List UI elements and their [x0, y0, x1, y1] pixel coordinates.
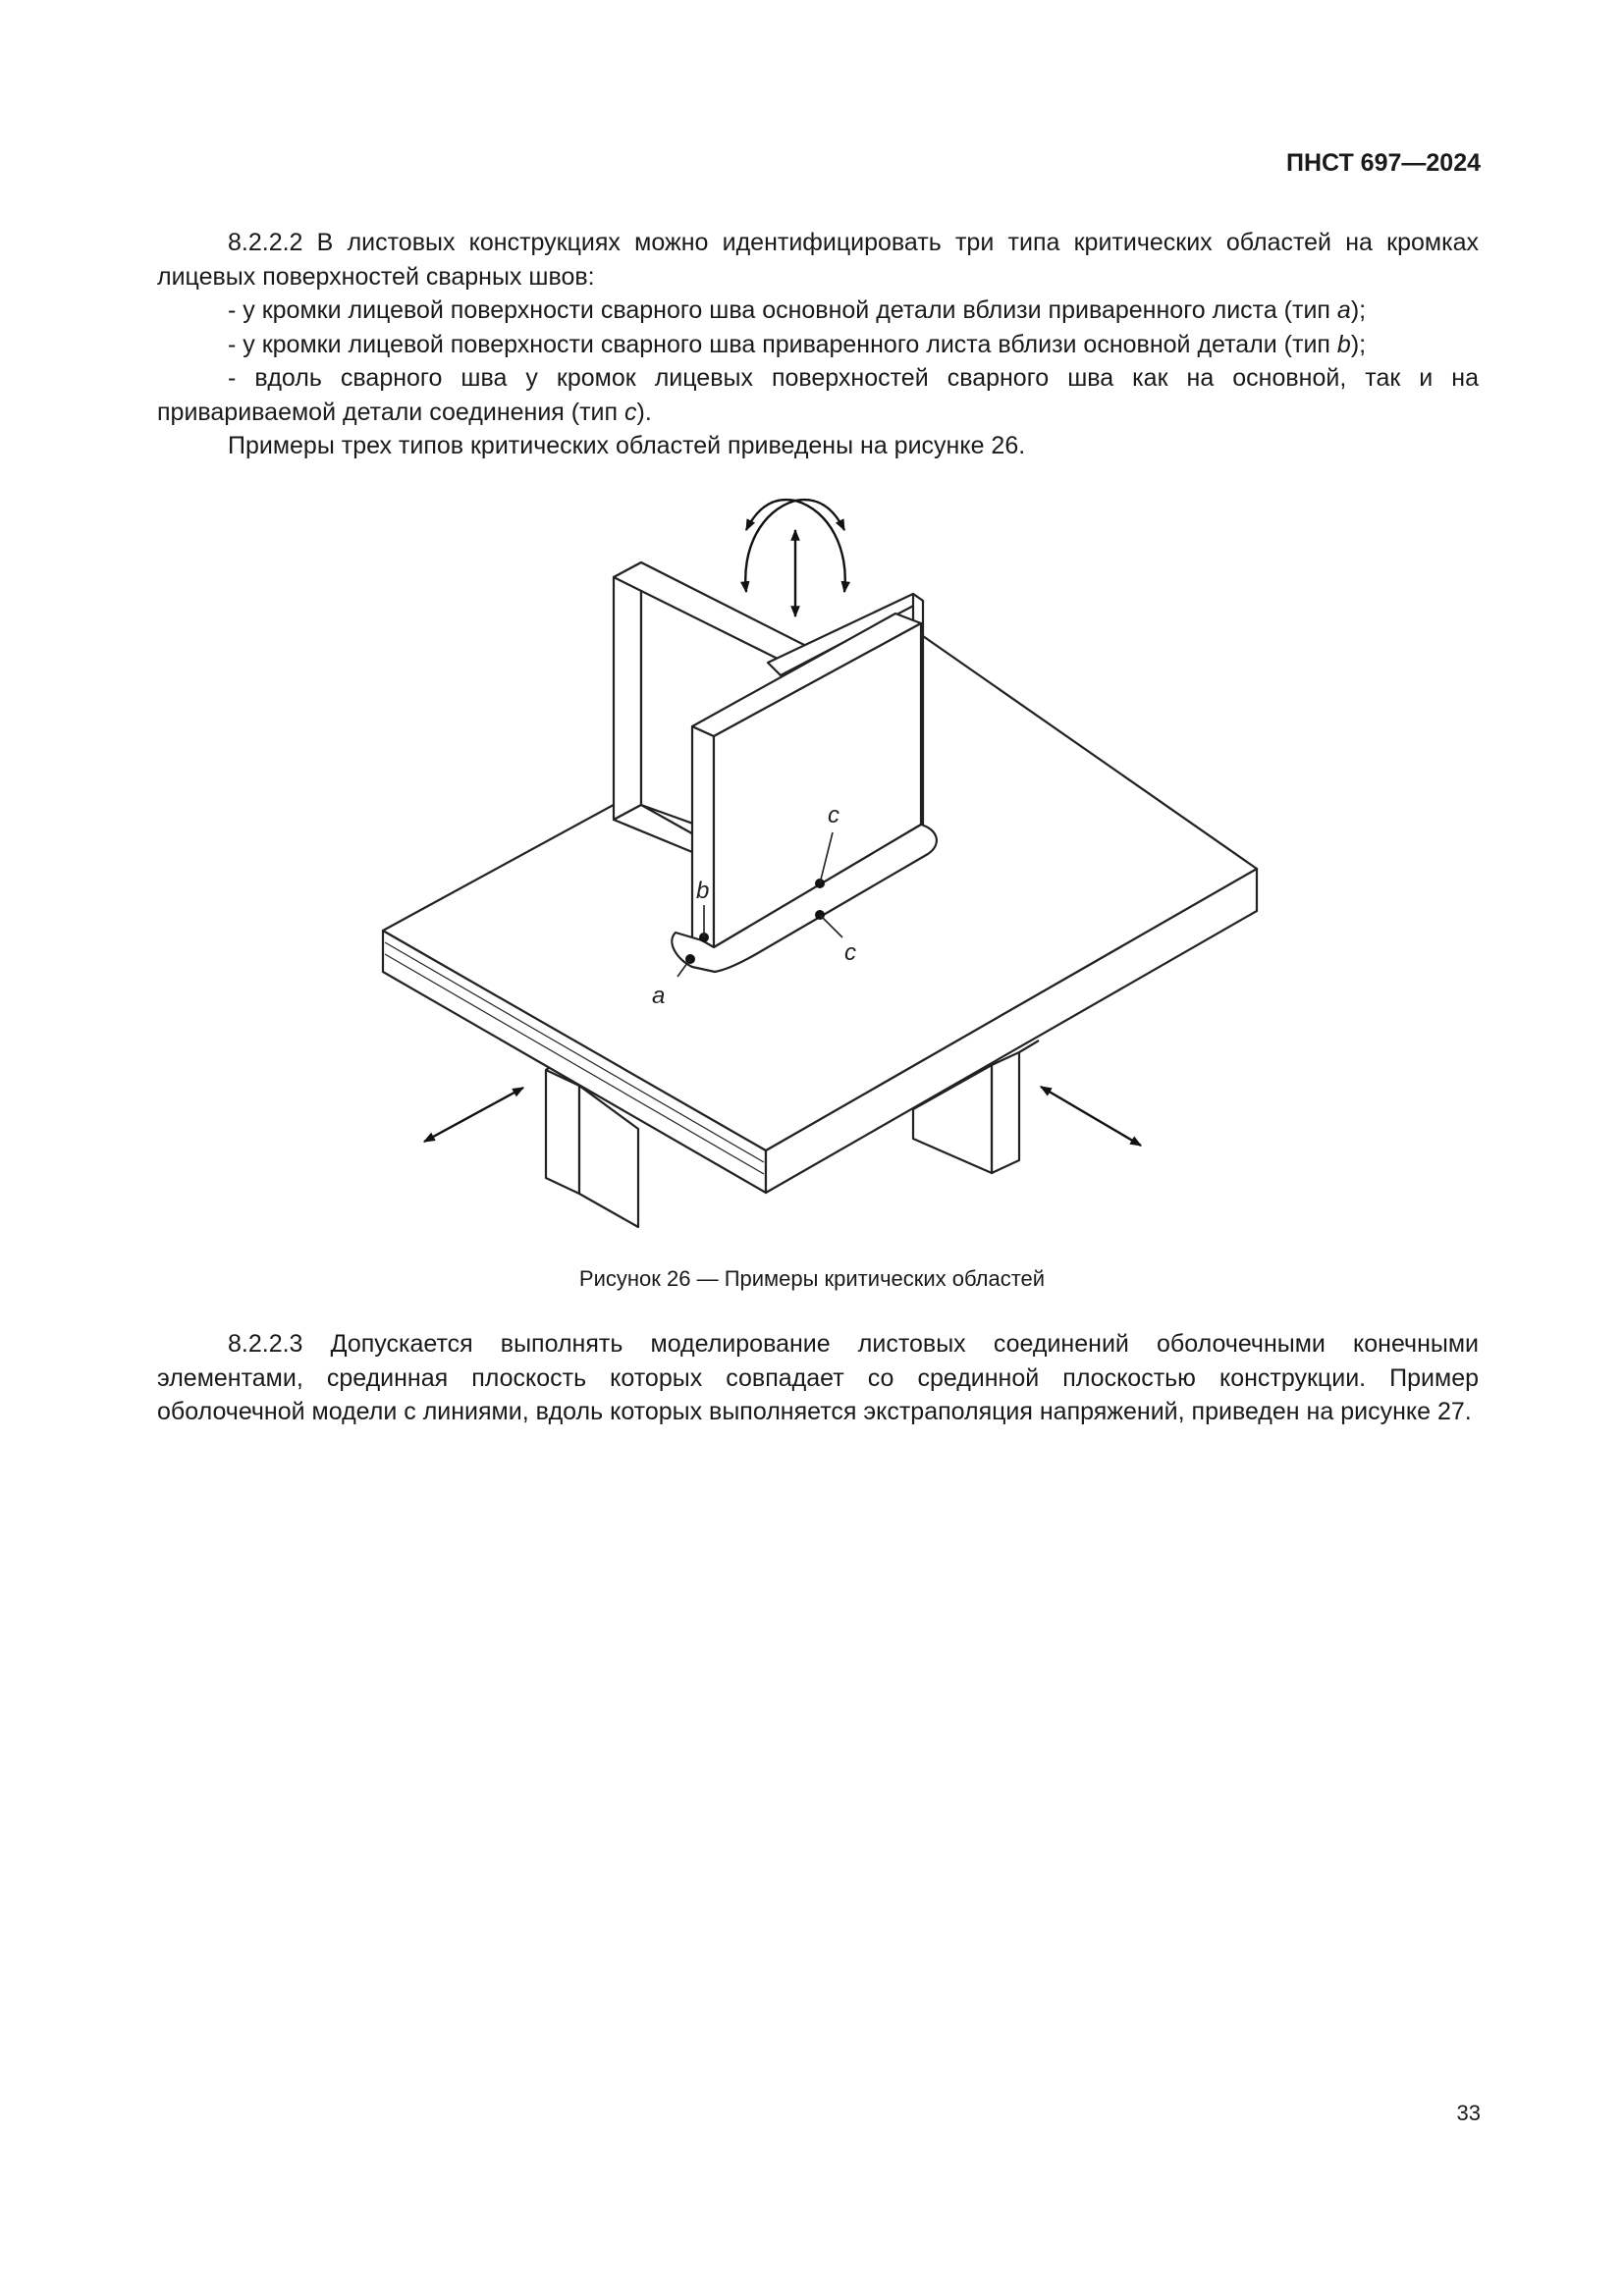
page-number: 33: [1456, 2101, 1481, 2125]
paragraph-intro: 8.2.2.2 В листовых конструкциях можно идентифицировать три типа критических областей на кромках лицевых поверхностей сварных швов:: [157, 229, 1479, 291]
label-b: b: [696, 878, 710, 904]
paragraph-shell-model: 8.2.2.3 Допускается выполнять моделирование листовых соединений оболочечными конечными элементами, срединная плоскость которых совпадает со срединной плоскостью конструкции. Пример оболочечной модели с линиями, вдоль которых выполняется экстраполяция напряжений, приведен на рисунке 27.: [157, 1330, 1479, 1425]
label-a: a: [652, 983, 666, 1009]
section-8-2-2-3: [157, 1327, 1479, 1429]
list-item-type-a: - у кромки лицевой поверхности сварного шва основной детали вблизи приваренного листа (тип a);: [228, 296, 1367, 324]
list-item-type-c: - вдоль сварного шва у кромок лицевых поверхностей сварного шва как на основной, так и на привариваемой детали соединения (тип c).: [157, 364, 1479, 426]
figure-caption: Рисунок 26 — Примеры критических областей: [578, 1266, 1046, 1291]
section-8-2-2-2: [157, 226, 1479, 463]
figure-26-weld-drawing: [363, 491, 1267, 1247]
document-code: ПНСТ 697—2024: [1286, 149, 1481, 177]
label-c-top: c: [828, 802, 839, 828]
label-c-bottom: c: [844, 939, 856, 966]
horizontal-load-arrow-right: [1041, 1087, 1141, 1146]
paragraph-figure-reference: Примеры трех типов критических областей приведены на рисунке 26.: [228, 432, 1026, 459]
horizontal-load-arrow-left: [424, 1088, 523, 1142]
list-item-type-b: - у кромки лицевой поверхности сварного шва приваренного листа вблизи основной детали (тип b);: [228, 330, 1367, 358]
